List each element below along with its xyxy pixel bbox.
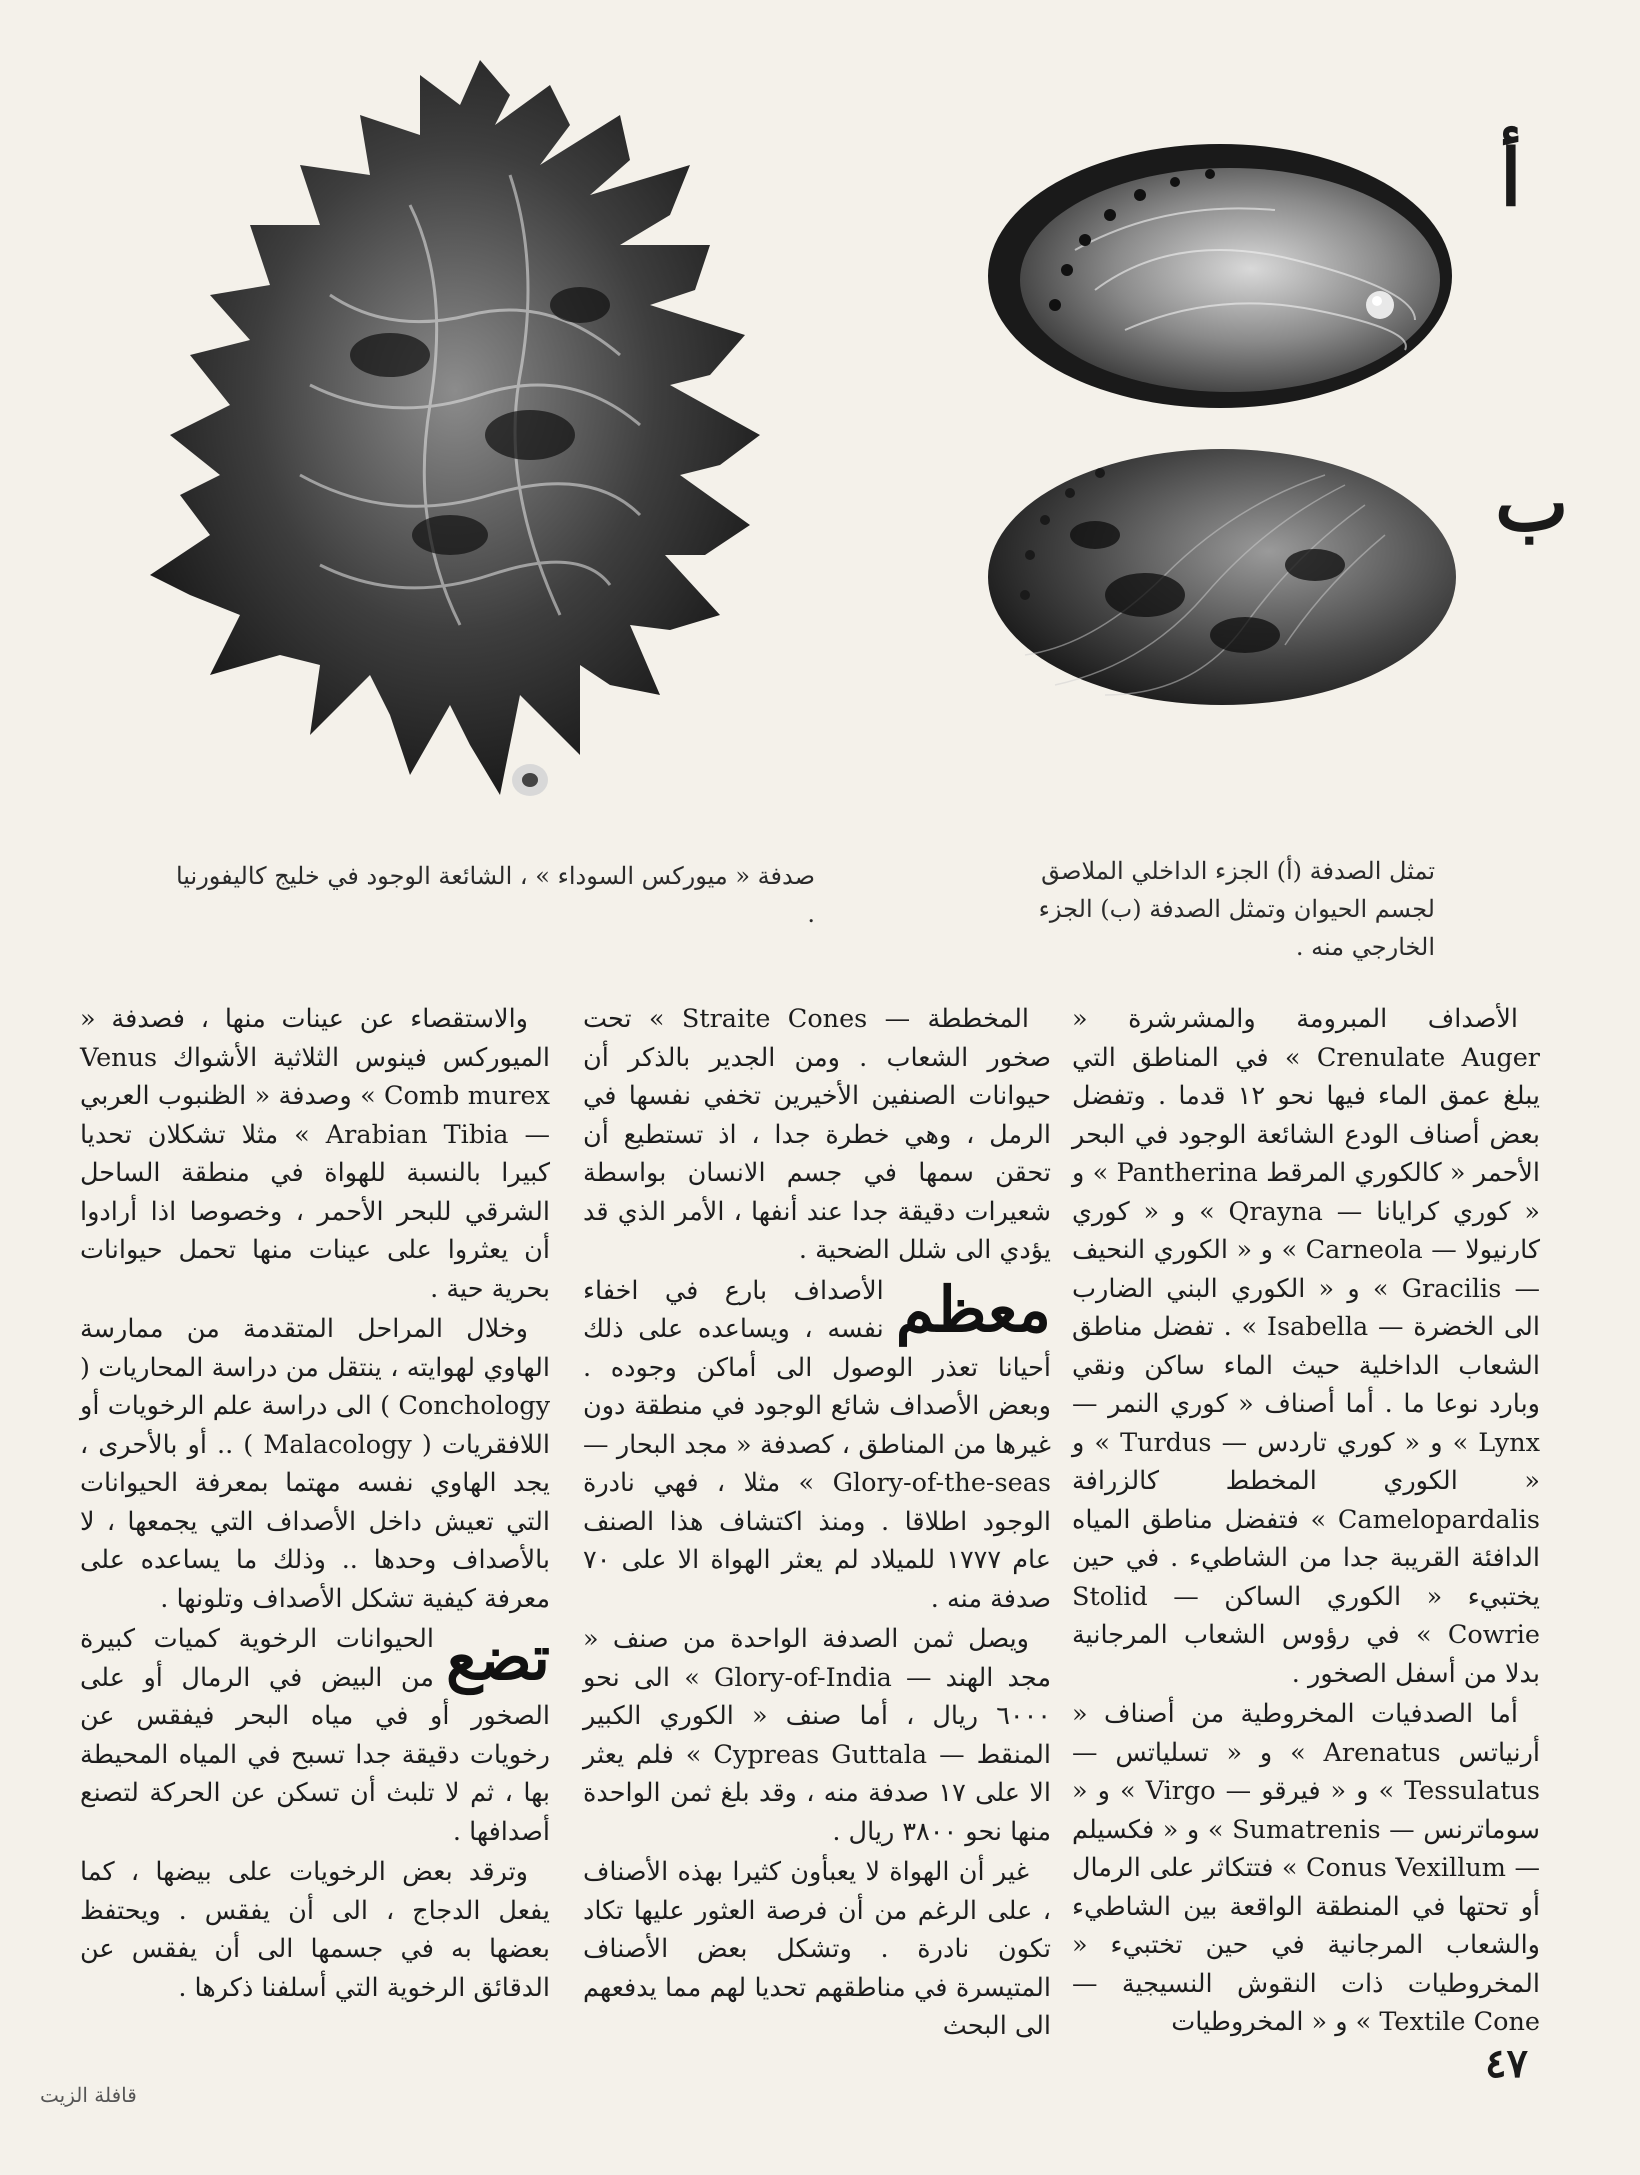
abalone-inner-photo [985,140,1455,412]
murex-caption: صدفة « ميوركس السوداء » ، الشائعة الوجود في خليج كاليفورنيا . [175,862,815,928]
paragraph: ويصل ثمن الصدفة الواحدة من صنف « مجد الهند — Glory-of-India » الى نحو ٦٠٠٠ ريال ، أما صنف « الكوري الكبير المنقط — Cypreas Guttala » فلم يعثر الا على ١٧ صدفة منه ، وقد بلغ ثمن الواحدة منها نحو ٣٨٠٠ ريال . [583,1624,1052,1847]
panel-label-a: أ [1500,133,1522,224]
article-column-right [1072,1000,1540,2044]
paragraph: الحيوانات الرخوية كميات كبيرة من البيض في الرمال أو على الصخور أو في مياه البحر فيفقس عن رخويات دقيقة جدا تسبح في المياه المحيطة بها ، ثم لا تلبث أن تسكن عن الحركة لتصنع أصدافها . [80,1624,550,1847]
paragraph: الأصداف بارع في اخفاء نفسه ، ويساعده على ذلك أحيانا تعذر الوصول الى أماكن وجوده . وبعض الأصداف شائع الوجود في منطقة دون غيرها من المناطق ، كصدفة « مجد البحار — Glory-of-the-seas » مثلا ، فهي نادرة الوجود اطلاقا . ومنذ اكتشاف هذا الصنف عام ١٧٧٧ للميلاد لم يعثر الهواة الا على ٧٠ صدفة منه . [583,1275,1051,1614]
abalone-outer-photo [985,445,1460,710]
paragraph: وخلال المراحل المتقدمة من ممارسة الهاوي لهوايته ، ينتقل من دراسة المحاريات ( Conchology ) الى دراسة علم الرخويات أو اللافقريات ( Malacology ) .. أو بالأحرى ، يجد الهاوي نفسه مهتما بمعرفة الحيوانات التي تعيش داخل الأصداف التي يجمعها ، لا بالأصداف وحدها .. وذلك ما يساعده على معرفة كيفية تشكل الأصداف وتلونها . [80,1314,550,1614]
paragraph: وترقد بعض الرخويات على بيضها ، كما يفعل الدجاج ، الى أن يفقس . ويحتفظ بعضها به في جسمها الى أن يفقس عن الدقائق الرخوية التي أسلفنا ذكرها . [80,1857,550,2003]
paragraph: والاستقصاء عن عينات منها ، فصدفة « الميوركس فينوس الثلاثية الأشواك Venus Comb murex » وصدفة « الظنبوب العربي — Arabian Tibia » مثلا تشكلان تحديا كبيرا بالنسبة للهواة في منطقة الساحل الشرقي للبحر الأحمر ، وخصوصا اذا أرادوا أن يعثروا على عينات منها تحمل حيوانات بحرية حية . [80,1004,550,1304]
magazine-name: قافلة الزيت [40,2083,137,2107]
paragraph: غير أن الهواة لا يعبأون كثيرا بهذه الأصناف ، على الرغم من أن فرصة العثور عليها تكاد تكون نادرة . وتشكل بعض الأصناف المتيسرة في مناطقهم تحديا لهم مما يدفعهم الى البحث [583,1857,1051,2041]
article-column-middle [583,1000,1051,2048]
page-number: ٤٧ [1485,2040,1528,2087]
panel-label-b: ب [1495,458,1569,549]
article-column-left [80,1000,550,2009]
murex-shell-photo [150,55,765,825]
paragraph: أما الصدفيات المخروطية من أصناف « أرنياتس Arenatus » و « تسلياتس — Tessulatus » و « فيرقو — Virgo » و « سوماترنس — Sumatrenis » و « فكسيلم — Conus Vexillum » فتتكاثر على الرمال أو تحتها في المنطقة الواقعة بين الشاطيء والشعاب المرجانية في حين تختبيء « المخروطيات ذات النقوش النسيجية — Textile Cone » و « المخروطيات [1072,1699,1540,2037]
paragraph: الأصداف المبرومة والمشرشرة « Crenulate Auger » في المناطق التي يبلغ عمق الماء فيها نحو ١٢ قدما . وتفضل بعض أصناف الودع الشائعة الوجود في البحر الأحمر « كالكوري المرقط Pantherina » و « كوري كرايانا — Qrayna » و « كوري كارنيولا — Carneola » و « الكوري النحيف — Gracilis » و « الكوري البني الضارب الى الخضرة — Isabella » . تفضل مناطق الشعاب الداخلية حيث الماء ساكن ونقي وبارد نوعا ما . أما أصناف « كوري النمر — Lynx » و « كوري تاردس — Turdus » و « الكوري المخطط كالزرافة Camelopardalis » فتفضل مناطق المياه الدافئة القريبة جدا من الشاطيء . في حين يختبيء « الكوري الساكن — Stolid Cowrie » في رؤوس الشعاب المرجانية بدلا من أسفل الصخور . [1072,1004,1541,1689]
decorative-initial-word: معظم [895,1272,1051,1346]
paragraph: المخططة — Straite Cones » تحت صخور الشعاب . ومن الجدير بالذكر أن حيوانات الصنفين الأخيرين تخفي نفسها في الرمل ، وهي خطرة جدا ، اذ تستطيع أن تحقن سمها في جسم الانسان بواسطة شعيرات دقيقة جدا عند أنفها ، الأمر الذي قد يؤدي الى شلل الضحية . [583,1004,1051,1265]
abalone-caption: تمثل الصدفة (أ) الجزء الداخلي الملاصق لجسم الحيوان وتمثل الصدفة (ب) الجزء الخارجي منه . [1038,857,1435,961]
decorative-initial-word: تضع [445,1621,550,1694]
